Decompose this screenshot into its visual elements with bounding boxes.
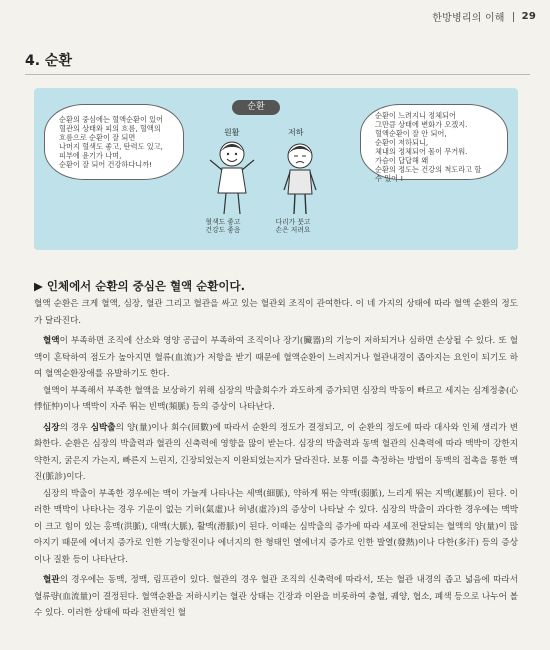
page-number: 29 <box>521 11 536 22</box>
lead-term: 혈액 <box>43 336 60 346</box>
paragraph: 심장의 박출이 부족한 경우에는 맥이 가늘게 나타나는 세맥(細脈), 약하게 뛰는 약맥(弱脈), 느리게 뛰는 지맥(遲脈)이 된다. 이러한 맥박이 나타나는 경우 기운이 없는 기허(氣虛)나 허냉(虛冷)의 증상이 나타날 수 있다. 심장의 박출이 과다한 경우에는 맥박이 크고 힘이 있는 홍맥(洪脈), 대맥(大脈), 활맥(滑脈)이 된다. 이때는 심박출의 증가에 따라 세포에 전달되는 혈액의 양(量)이 많아지기 때문에 에너지 증가로 인한 기능항진이나 에너지의 한 형태인 열에너지 증가로 인한 발열(發熱)이나 다한(多汗) 등의 증상이나 질환 등이 나타난다. <box>34 488 518 565</box>
caption-line: 손은 저려요 <box>275 226 311 234</box>
caption-line: 다리가 붓고 <box>275 218 311 226</box>
paragraph-text: 이 부족하면 조직에 산소와 영양 공급이 부족하여 조직이나 장기(臟器)의 기능이 저하되거나 심하면 손상될 수 있다. 또 혈액이 혼탁하여 점도가 높아지면 혈류(血流)가 저항을 받기 때문에 혈액순환이 느려지거나 혈관내경이 좁아지는 요인이 되기도 하여 혈액순환장애를 유발하기도 한다. <box>34 336 518 379</box>
paragraph: 혈액 순환은 크게 혈액, 심장, 혈관 그리고 혈관을 싸고 있는 혈관외 조직이 관여한다. 이 네 가지의 상태에 따라 혈액 순환의 정도가 달라진다. <box>34 299 518 326</box>
caption-good <box>198 218 248 234</box>
caption-line: 혈색도 좋고 <box>205 218 241 226</box>
lead-term: 심박출 <box>90 422 116 433</box>
paragraph <box>34 572 518 622</box>
bubble-line: 혈액순환이 잘 안 되어, <box>375 129 447 138</box>
circulation-illustration <box>34 88 518 250</box>
bubble-line: 그만큼 상태에 변화가 오겠지. <box>375 120 468 129</box>
paragraph: 혈액이 부족해서 부족한 혈액을 보상하기 위해 심장의 박출회수가 과도하게 증가되면 심장의 박동이 빠르고 세지는 심계정충(心悸怔忡)이나 맥박이 자주 뛰는 빈맥(頻脈) 등의 증상이 나타난다. <box>34 385 518 412</box>
body-text <box>34 296 518 622</box>
paragraph <box>34 420 518 486</box>
healthy-person-illustration <box>202 138 262 218</box>
paragraph-text: 의 경우에는 동맥, 정맥, 림프관이 있다. 혈관의 경우 혈관 조직의 신축력에 따라서, 또는 혈관 내경의 좁고 넓음에 따라서 혈류량(血流量)이 결정된다. 혈액순환을 저하시키는 혈관 상태는 긴장과 이완을 비롯하여 충혈, 궤양, 협소, 폐색 등으로 나누어 볼 수 있다. 이러한 상태에 따라 전반적인 혈 <box>34 575 518 618</box>
paragraph-text: 의 양(量)이나 회수(回數)에 따라서 순환의 정도가 결정되고, 이 순환의 정도에 따라 대사와 인체 생리가 변화한다. 순환은 심장의 박출력과 혈관의 신축력에 영향을 많이 받는다. 심장의 박출력과 동맥 혈관의 신축력에 따라 맥박이 강한지 약한지, 굵은지 가는지, 빠른지 느린지, 긴장되었는지 이완되었는지가 달라진다. 보통 이를 측정하는 방법이 동맥의 접촉을 통한 맥진(脈診)이다. <box>34 422 518 482</box>
header-divider <box>513 12 514 22</box>
section-rule <box>25 74 530 75</box>
speech-bubble-right <box>360 104 508 183</box>
caption-low <box>268 218 318 234</box>
paragraph <box>34 333 518 383</box>
tired-person-illustration <box>270 138 330 218</box>
bubble-line: 순환이 저하되니, <box>375 138 429 147</box>
bubble-line: 피부에 윤기가 나며, <box>59 151 122 160</box>
bubble-line: 순환의 정도는 건강의 척도라고 할 <box>375 165 482 174</box>
subheading: ▶ 인체에서 순환의 중심은 혈액 순환이다. <box>34 279 245 293</box>
caption-line: 건강도 좋음 <box>205 226 241 234</box>
bubble-line: 수 있어 ! <box>375 174 404 183</box>
bubble-line: 체내의 정체되어 몸이 무거워. <box>375 147 468 156</box>
running-header <box>432 9 536 24</box>
lead-term: 심장 <box>43 422 60 433</box>
bubble-line: 흐름으로 순환이 잘 되면 <box>59 133 136 142</box>
figure-tag: 순환 <box>232 100 280 115</box>
lead-term: 혈관 <box>43 575 60 585</box>
bubble-line: 나머지 혈색도 좋고, 탄력도 있고, <box>59 142 163 151</box>
speech-bubble-left <box>44 104 184 180</box>
label-low-circulation: 저하 <box>288 128 304 137</box>
bubble-line: 순환의 중심에는 혈액순환이 있어 <box>59 115 164 124</box>
paragraph-text: 의 경우 <box>59 422 91 433</box>
bubble-line: 혈관의 상태와 피의 흐름, 혈액의 <box>59 124 161 133</box>
label-good-circulation: 원활 <box>224 128 240 137</box>
running-title: 한방병리의 이해 <box>432 13 505 24</box>
bubble-line: 가슴이 답답해 왜 <box>375 156 429 165</box>
bubble-line: 순환이 잘 되어 건강하다니까! <box>59 160 153 169</box>
bubble-line: 순환이 느려지니 정체되어 <box>375 111 456 120</box>
section-title: 4. 순환 <box>25 53 72 69</box>
